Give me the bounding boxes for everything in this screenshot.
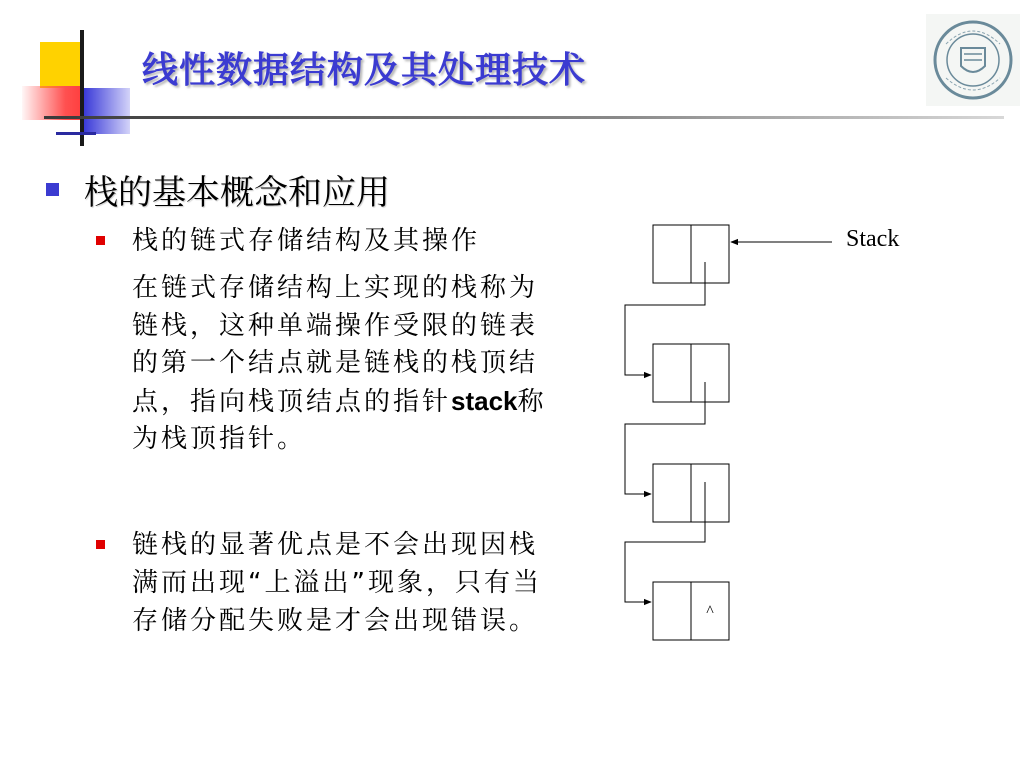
paragraph-text-before: 在链式存储结构上实现的栈称为链栈，这种单端操作受限的链表的第一个结点就是链栈的栈顶结点，指向栈顶结点的指针 [132, 273, 539, 417]
bullet-square-icon [96, 236, 105, 245]
stack-node-1 [653, 225, 729, 283]
stack-node-2 [653, 344, 729, 402]
slide-title: 线性数据结构及其处理技术 [142, 50, 587, 91]
linked-stack-diagram [600, 210, 940, 660]
paragraph-text-after: 称为栈顶指针。 [132, 386, 547, 454]
stack-pointer-label: Stack [846, 226, 900, 252]
main-bullet-text: 栈的基本概念和应用 [84, 173, 390, 213]
bullet-square-icon [46, 183, 59, 196]
university-seal-icon [926, 14, 1020, 106]
stack-node-3 [653, 464, 729, 522]
sub-bullet-2-text: 链栈的显著优点是不会出现因栈满而出现“上溢出”现象，只有当存储分配失败是才会出现错误。 [132, 530, 542, 636]
bullet-square-icon [96, 540, 105, 549]
header-divider [44, 116, 1004, 119]
sub-bullet-1-text: 栈的链式存储结构及其操作 [132, 226, 481, 256]
decor-short-line [56, 132, 96, 135]
stack-node-4 [653, 582, 729, 640]
link-arrow-1 [625, 262, 705, 375]
decor-blue-block [84, 88, 130, 134]
paragraph-bold-term: stack [451, 385, 518, 416]
decor-yellow-block [40, 42, 84, 88]
link-arrow-2 [625, 382, 705, 494]
null-symbol: ^ [706, 603, 714, 620]
decor-vertical-line [80, 30, 84, 146]
link-arrow-3 [625, 482, 705, 602]
decor-red-block [22, 86, 84, 120]
stack-description [132, 270, 552, 459]
sub-bullet-1 [96, 222, 546, 262]
sub-bullet-2 [96, 526, 546, 686]
